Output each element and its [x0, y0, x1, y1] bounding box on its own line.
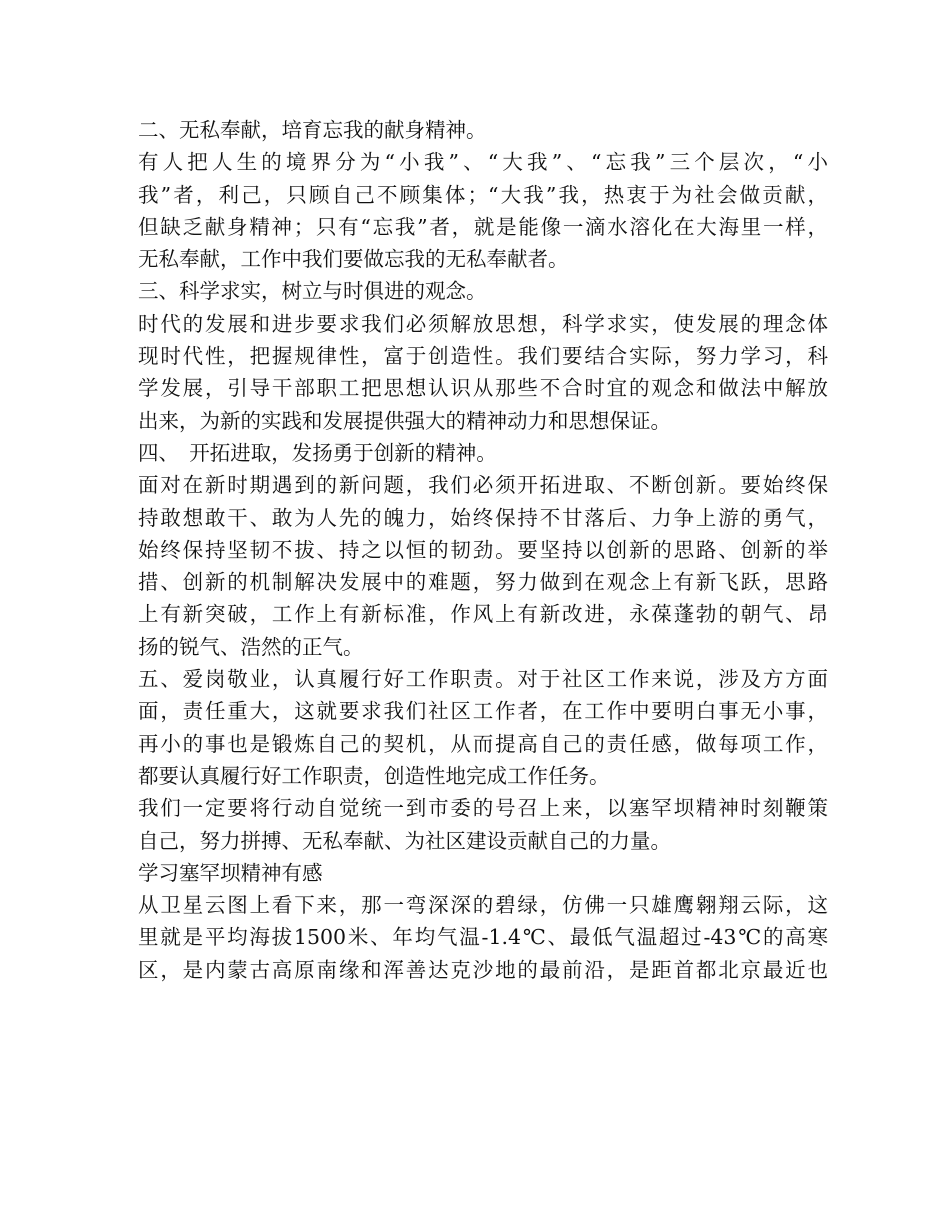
text-line: 我们一定要将行动自觉统一到市委的号召上来，以塞罕坝精神时刻鞭策: [138, 796, 828, 821]
text-line: 有人把人生的境界分为“小我”、“大我”、“忘我”三个层次，“小: [138, 150, 828, 175]
text-line: 四、 开拓进取，发扬勇于创新的精神。: [138, 440, 497, 465]
text-line: 三、科学求实，树立与时俱进的观念。: [138, 279, 487, 304]
text-line: 学习塞罕坝精神有感: [138, 860, 323, 885]
text-line: 持敢想敢干、敢为人先的魄力，始终保持不甘落后、力争上游的勇气，: [138, 505, 828, 530]
text-line: 扬的锐气、浩然的正气。: [138, 634, 364, 659]
text-line: 出来，为新的实践和发展提供强大的精神动力和思想保证。: [138, 408, 671, 433]
text-line: 再小的事也是锻炼自己的契机，从而提高自己的责任感，做每项工作，: [138, 731, 828, 756]
text-line: 无私奉献，工作中我们要做忘我的无私奉献者。: [138, 247, 569, 272]
text-line: 自己，努力拼搏、无私奉献、为社区建设贡献自己的力量。: [138, 828, 671, 853]
text-line: 时代的发展和进步要求我们必须解放思想，科学求实，使发展的理念体: [138, 311, 828, 336]
text-line: 上有新突破，工作上有新标准，作风上有新改进，永葆蓬勃的朝气、昂: [138, 602, 828, 627]
text-line: 二、无私奉献，培育忘我的献身精神。: [138, 118, 487, 142]
text-line: 措、创新的机制解决发展中的难题，努力做到在观念上有新飞跃，思路: [138, 570, 828, 595]
text-line: 面，责任重大，这就要求我们社区工作者，在工作中要明白事无小事，: [138, 699, 828, 724]
text-line: 都要认真履行好工作职责，创造性地完成工作任务。: [138, 763, 610, 788]
text-line: 从卫星云图上看下来，那一弯深深的碧绿，仿佛一只雄鹰翱翔云际，这: [138, 893, 828, 918]
text-line: 学发展，引导干部职工把思想认识从那些不合时宜的观念和做法中解放: [138, 376, 828, 401]
text-line: 始终保持坚韧不拔、持之以恒的韧劲。要坚持以创新的思路、创新的举: [138, 537, 828, 562]
document-body: [138, 114, 828, 986]
text-line: 区，是内蒙古高原南缘和浑善达克沙地的最前沿，是距首都北京最近也: [138, 957, 828, 982]
text-line: 但缺乏献身精神；只有“忘我”者，就是能像一滴水溶化在大海里一样，: [138, 214, 828, 239]
text-line: 里就是平均海拔1500米、年均气温-1.4℃、最低气温超过-43℃的高寒: [138, 925, 828, 950]
text-line: 面对在新时期遇到的新问题，我们必须开拓进取、不断创新。要始终保: [138, 473, 828, 498]
text-line: 我”者，利己，只顾自己不顾集体；“大我”我，热衷于为社会做贡献，: [138, 182, 828, 207]
text-line: 五、爱岗敬业，认真履行好工作职责。对于社区工作来说，涉及方方面: [138, 667, 828, 692]
text-line: 现时代性，把握规律性，富于创造性。我们要结合实际，努力学习，科: [138, 344, 828, 369]
